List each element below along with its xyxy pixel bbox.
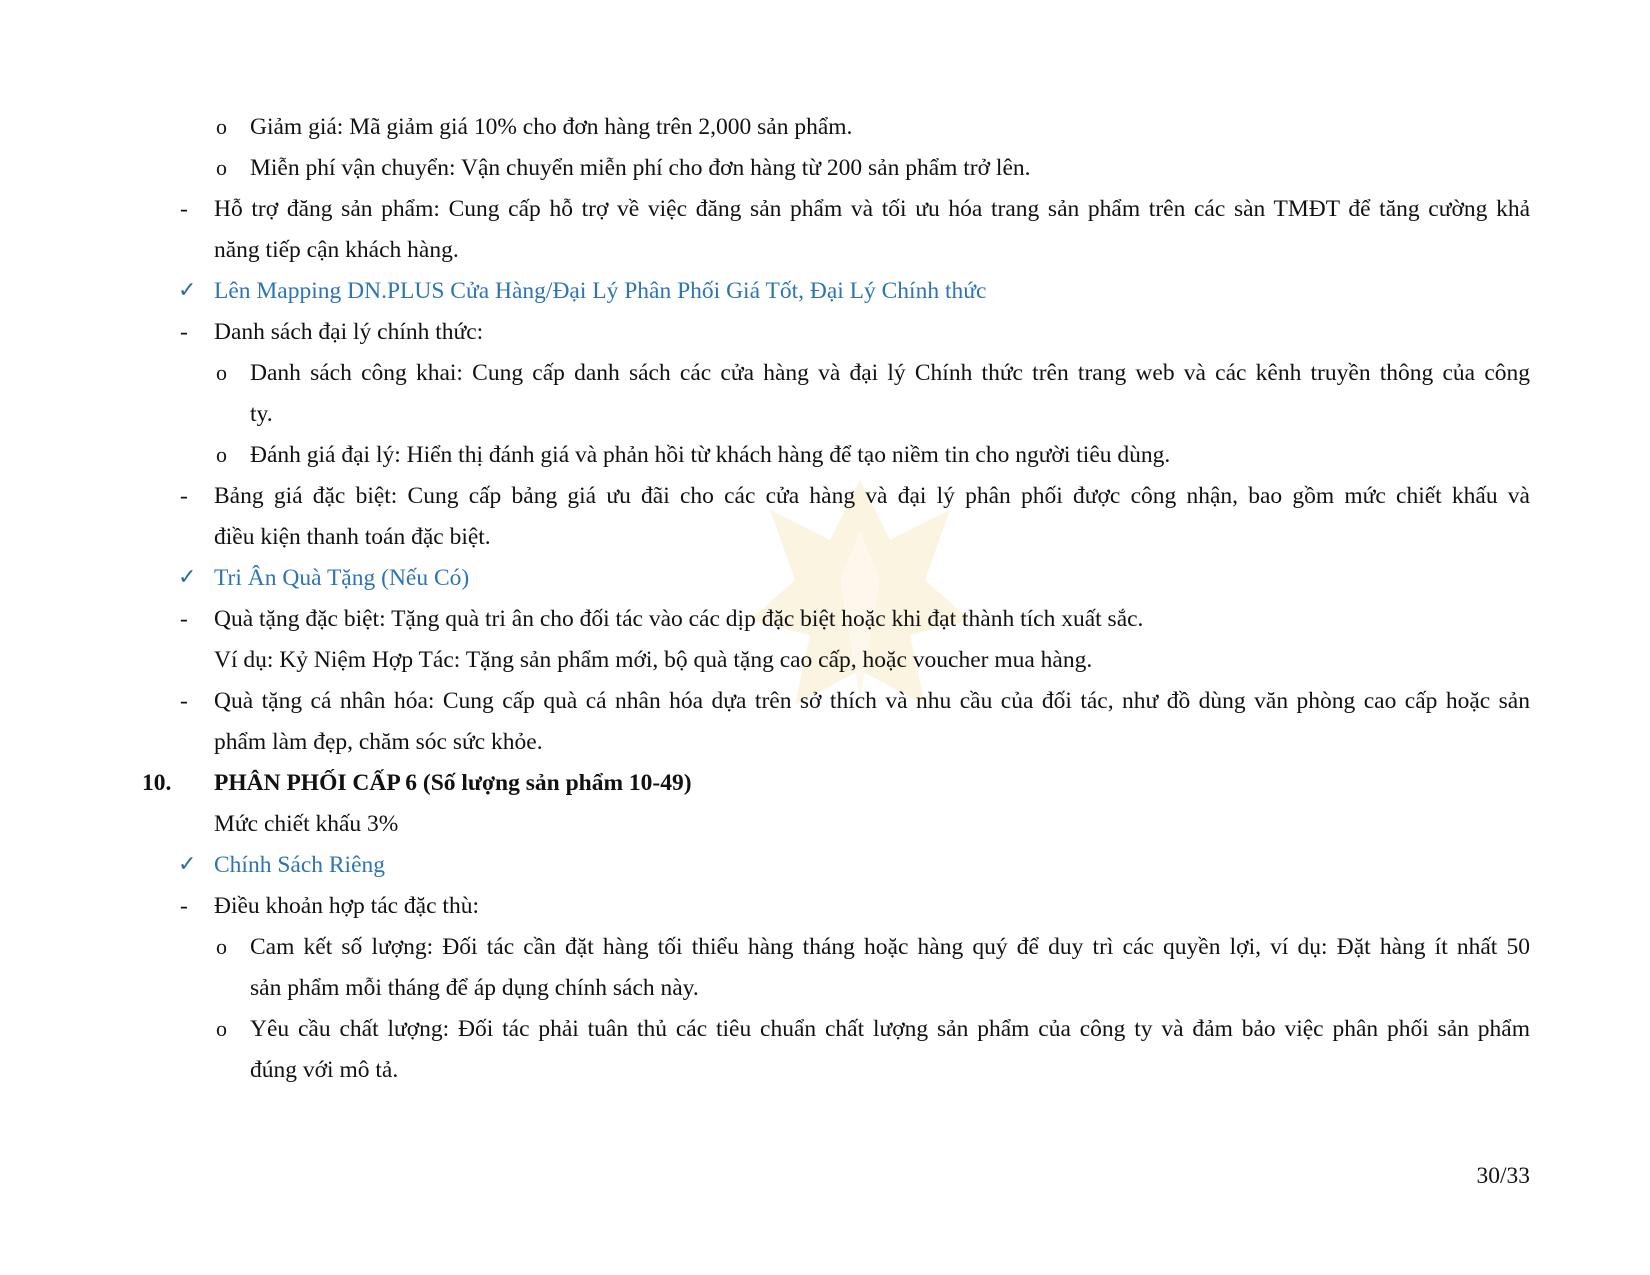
sub-item-public-list-cont: ty.	[250, 401, 273, 427]
item-personalized-gifts: Quà tặng cá nhân hóa: Cung cấp quà cá nhân hóa dựa trên sở thích và nhu cầu của đối tác, như đồ dùng văn phòng cao cấp hoặc sản	[214, 688, 1530, 714]
discount-rate: Mức chiết khấu 3%	[214, 811, 399, 837]
heading-gifts: Tri Ân Quà Tặng (Nếu Có)	[214, 565, 470, 591]
sub-item-quantity-commitment: Cam kết số lượng: Đối tác cần đặt hàng tối thiểu hàng tháng hoặc hàng quý để duy trì các quyền lợi, ví dụ: Đặt hàng ít nhất 50	[250, 934, 1530, 960]
dash-bullet: -	[180, 319, 188, 345]
dash-bullet: -	[180, 196, 188, 222]
item-special-gifts: Quà tặng đặc biệt: Tặng quà tri ân cho đối tác vào các dịp đặc biệt hoặc khi đạt thành tích xuất sắc.	[214, 606, 1144, 632]
dash-bullet: -	[180, 483, 188, 509]
circle-bullet: o	[216, 934, 227, 959]
sub-item-quality-requirement-cont: đúng với mô tả.	[250, 1057, 399, 1083]
check-icon: ✓	[178, 852, 197, 877]
sub-item-discount: Giảm giá: Mã giảm giá 10% cho đơn hàng trên 2,000 sản phẩm.	[250, 114, 853, 140]
sub-item-quantity-commitment-cont: sản phẩm mỗi tháng để áp dụng chính sách này.	[250, 975, 699, 1001]
section-number: 10.	[142, 770, 172, 796]
check-icon: ✓	[178, 565, 197, 590]
check-icon: ✓	[178, 278, 197, 303]
dash-bullet: -	[180, 688, 188, 714]
circle-bullet: o	[216, 442, 227, 467]
item-special-terms: Điều khoản hợp tác đặc thù:	[214, 893, 479, 919]
circle-bullet: o	[216, 114, 227, 139]
circle-bullet: o	[216, 1016, 227, 1041]
item-product-listing-support-cont: năng tiếp cận khách hàng.	[214, 237, 459, 263]
sub-item-quality-requirement: Yêu cầu chất lượng: Đối tác phải tuân thủ các tiêu chuẩn chất lượng sản phẩm của công ty và đảm bảo việc phân phối sản phẩm	[250, 1016, 1530, 1042]
item-special-gifts-example: Ví dụ: Kỷ Niệm Hợp Tác: Tặng sản phẩm mới, bộ quà tặng cao cấp, hoặc voucher mua hàng.	[214, 647, 1093, 673]
sub-item-dealer-rating: Đánh giá đại lý: Hiển thị đánh giá và phản hồi từ khách hàng để tạo niềm tin cho người tiêu dùng.	[250, 442, 1171, 468]
item-special-pricing: Bảng giá đặc biệt: Cung cấp bảng giá ưu đãi cho các cửa hàng và đại lý phân phối được công nhận, bao gồm mức chiết khấu và	[214, 483, 1530, 509]
item-special-pricing-cont: điều kiện thanh toán đặc biệt.	[214, 524, 491, 550]
item-product-listing-support: Hỗ trợ đăng sản phẩm: Cung cấp hỗ trợ về việc đăng sản phẩm và tối ưu hóa trang sản phẩm trên các sàn TMĐT để tăng cường khả	[214, 196, 1530, 222]
circle-bullet: o	[216, 155, 227, 180]
dash-bullet: -	[180, 893, 188, 919]
item-official-dealers: Danh sách đại lý chính thức:	[214, 319, 484, 345]
heading-mapping: Lên Mapping DN.PLUS Cửa Hàng/Đại Lý Phân Phối Giá Tốt, Đại Lý Chính thức	[214, 278, 987, 304]
page-number: 30/33	[1476, 1163, 1530, 1189]
section-title: PHÂN PHỐI CẤP 6 (Số lượng sản phẩm 10-49)	[214, 770, 692, 796]
heading-private-policy: Chính Sách Riêng	[214, 852, 386, 878]
dash-bullet: -	[180, 606, 188, 632]
sub-item-public-list: Danh sách công khai: Cung cấp danh sách các cửa hàng và đại lý Chính thức trên trang web và các kênh truyền thông của công	[250, 360, 1530, 386]
sub-item-free-shipping: Miễn phí vận chuyển: Vận chuyển miễn phí cho đơn hàng từ 200 sản phẩm trở lên.	[250, 155, 1031, 181]
item-personalized-gifts-cont: phẩm làm đẹp, chăm sóc sức khỏe.	[214, 729, 543, 755]
circle-bullet: o	[216, 360, 227, 385]
